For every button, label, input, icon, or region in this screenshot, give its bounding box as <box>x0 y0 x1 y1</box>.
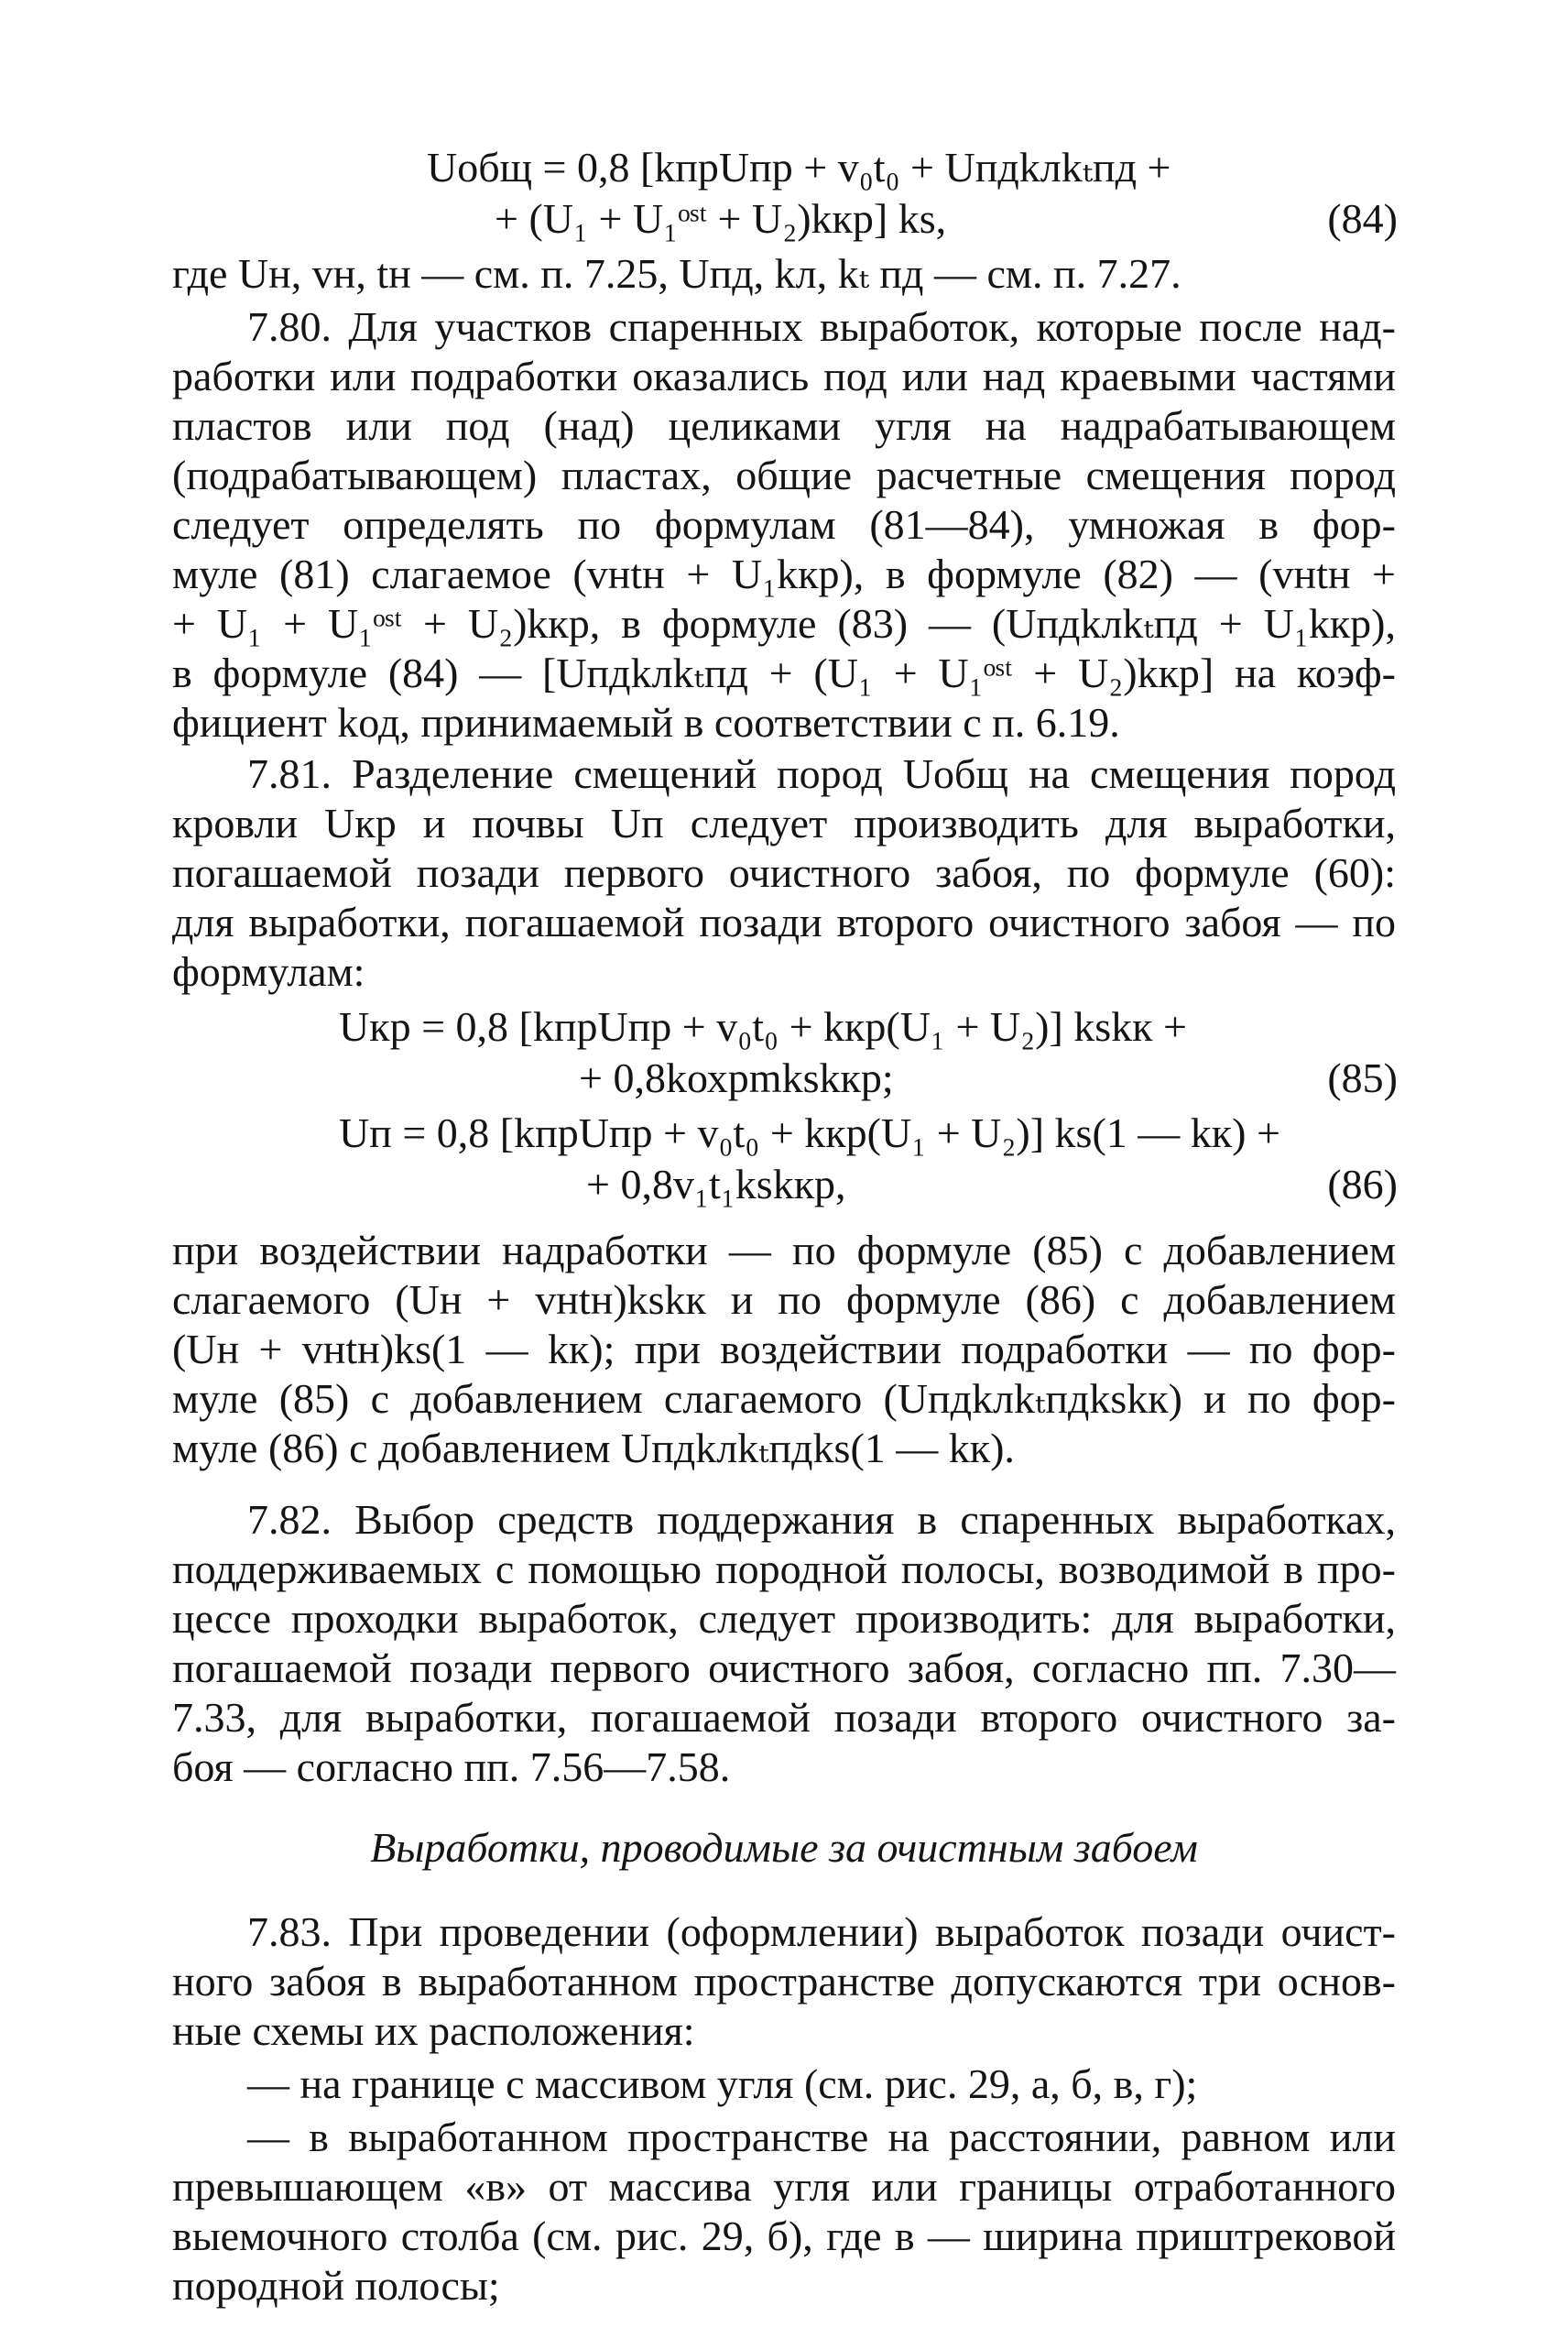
formula-85-line-2 <box>579 1054 1398 1103</box>
formula-84-line-1: Uобщ = 0,8 [kпрUпр + v₀t₀ + Uпдkлkₜпд + <box>427 144 1171 191</box>
p780-line-6: муле (81) слагаемое (vнtн + U₁kкр), в формуле (82) — (vнtн + <box>172 551 1396 597</box>
p780-line-9: фициент kод, принимаемый в соответствии с п. 6.19. <box>172 699 1120 746</box>
formula-86-line-2 <box>586 1160 1398 1209</box>
bullet-1: — на границе с массивом угля (см. рис. 29, а, б, в, г); <box>247 2060 1198 2107</box>
formula-84-where: где Uн, vн, tн — см. п. 7.25, Uпд, kл, kₜ пд — см. п. 7.27. <box>172 250 1181 297</box>
p780-line-5: следует определять по формулам (81—84), умножая в фор- <box>172 501 1396 548</box>
formula-85-number: (85) <box>1327 1054 1398 1101</box>
p782-line-3: цессе проходки выработок, следует производить: для выработки, <box>172 1595 1396 1642</box>
formula-86-number: (86) <box>1327 1161 1398 1207</box>
p780-line-1: 7.80. Для участков спаренных выработок, которые после над- <box>247 303 1396 350</box>
p781-line-3: погашаемой позади первого очистного забоя, по формуле (60): <box>172 849 1396 896</box>
p783-line-1: 7.83. При проведении (оформлении) выработок позади очист- <box>247 1908 1396 1955</box>
p780-line-2: работки или подработки оказались под или над краевыми частями <box>172 353 1396 399</box>
p783-line-2: ного забоя в выработанном пространстве допускаются три основ- <box>172 1958 1396 2005</box>
p782-line-1: 7.82. Выбор средств поддержания в спаренных выработках, <box>247 1496 1396 1543</box>
p-after-line-5: муле (86) с добавлением Uпдkлkₜпдks(1 — kк). <box>172 1425 1015 1471</box>
bullet-2-line-4: породной полосы; <box>172 2262 500 2309</box>
p780-line-3: пластов или под (над) целиками угля на надрабатывающем <box>172 402 1396 449</box>
p780-line-7: + U₁ + U₁ᵒˢᵗ + U₂)kкр, в формуле (83) — (Uпдkлkₜпд + U₁kкр), <box>172 600 1396 647</box>
p-after-line-4: муле (85) с добавлением слагаемого (Uпдkлkₜпдkskк) и по фор- <box>172 1375 1396 1422</box>
bullet-2-line-1: — в выработанном пространстве на расстоянии, равном или <box>247 2114 1396 2160</box>
p-after-line-2: слагаемого (Uн + vнtн)kskк и по формуле (86) с добавлением <box>172 1276 1396 1323</box>
formula-86-line-2-text: + 0,8v₁t₁kskкр, <box>586 1161 846 1207</box>
formula-85-line-1: Uкр = 0,8 [kпрUпр + v₀t₀ + kкр(U₁ + U₂)] kskк + <box>339 1003 1187 1050</box>
formula-84-line-2-text: + (U₁ + U₁ᵒˢᵗ + U₂)kкр] ks, <box>495 195 947 242</box>
formula-86-line-1: Uп = 0,8 [kпрUпр + v₀t₀ + kкр(U₁ + U₂)] ks(1 — kк) + <box>339 1109 1280 1156</box>
p-after-line-1: при воздействии надработки — по формуле (85) с добавлением <box>172 1227 1396 1273</box>
p782-line-4: погашаемой позади первого очистного забоя, согласно пп. 7.30— <box>172 1644 1396 1691</box>
p782-line-6: боя — согласно пп. 7.56—7.58. <box>172 1743 731 1790</box>
p-after-line-3: (Uн + vнtн)ks(1 — kк); при воздействии подработки — по фор- <box>172 1326 1396 1372</box>
formula-84-line-2 <box>495 194 1398 244</box>
p781-line-2: кровли Uкр и почвы Uп следует производить для выработки, <box>172 800 1396 847</box>
p781-line-5: формулам: <box>172 948 365 995</box>
bullet-2-line-3: выемочного столба (см. рис. 29, б), где в — ширина приштрековой <box>172 2212 1396 2259</box>
p781-line-4: для выработки, погашаемой позади второго очистного забоя — по <box>172 899 1396 945</box>
p780-line-8: в формуле (84) — [Uпдkлkₜпд + (U₁ + U₁ᵒˢᵗ + U₂)kкр] на коэф- <box>172 650 1396 696</box>
p781-line-1: 7.81. Разделение смещений пород Uобщ на смещения пород <box>247 750 1396 797</box>
formula-85-line-2-text: + 0,8kохрmkskкр; <box>579 1054 894 1101</box>
formula-84-number: (84) <box>1327 195 1398 242</box>
p782-line-2: поддерживаемых с помощью породной полосы, возводимой в про- <box>172 1546 1396 1592</box>
bullet-2-line-2: превышающем «в» от массива угля или границы отработанного <box>172 2163 1396 2210</box>
p783-line-3: ные схемы их расположения: <box>172 2007 695 2054</box>
p782-line-5: 7.33, для выработки, погашаемой позади второго очистного за- <box>172 1694 1396 1741</box>
p780-line-4: (подрабатывающем) пластах, общие расчетные смещения пород <box>172 452 1396 498</box>
section-heading: Выработки, проводимые за очистным забоем <box>370 1824 1198 1871</box>
